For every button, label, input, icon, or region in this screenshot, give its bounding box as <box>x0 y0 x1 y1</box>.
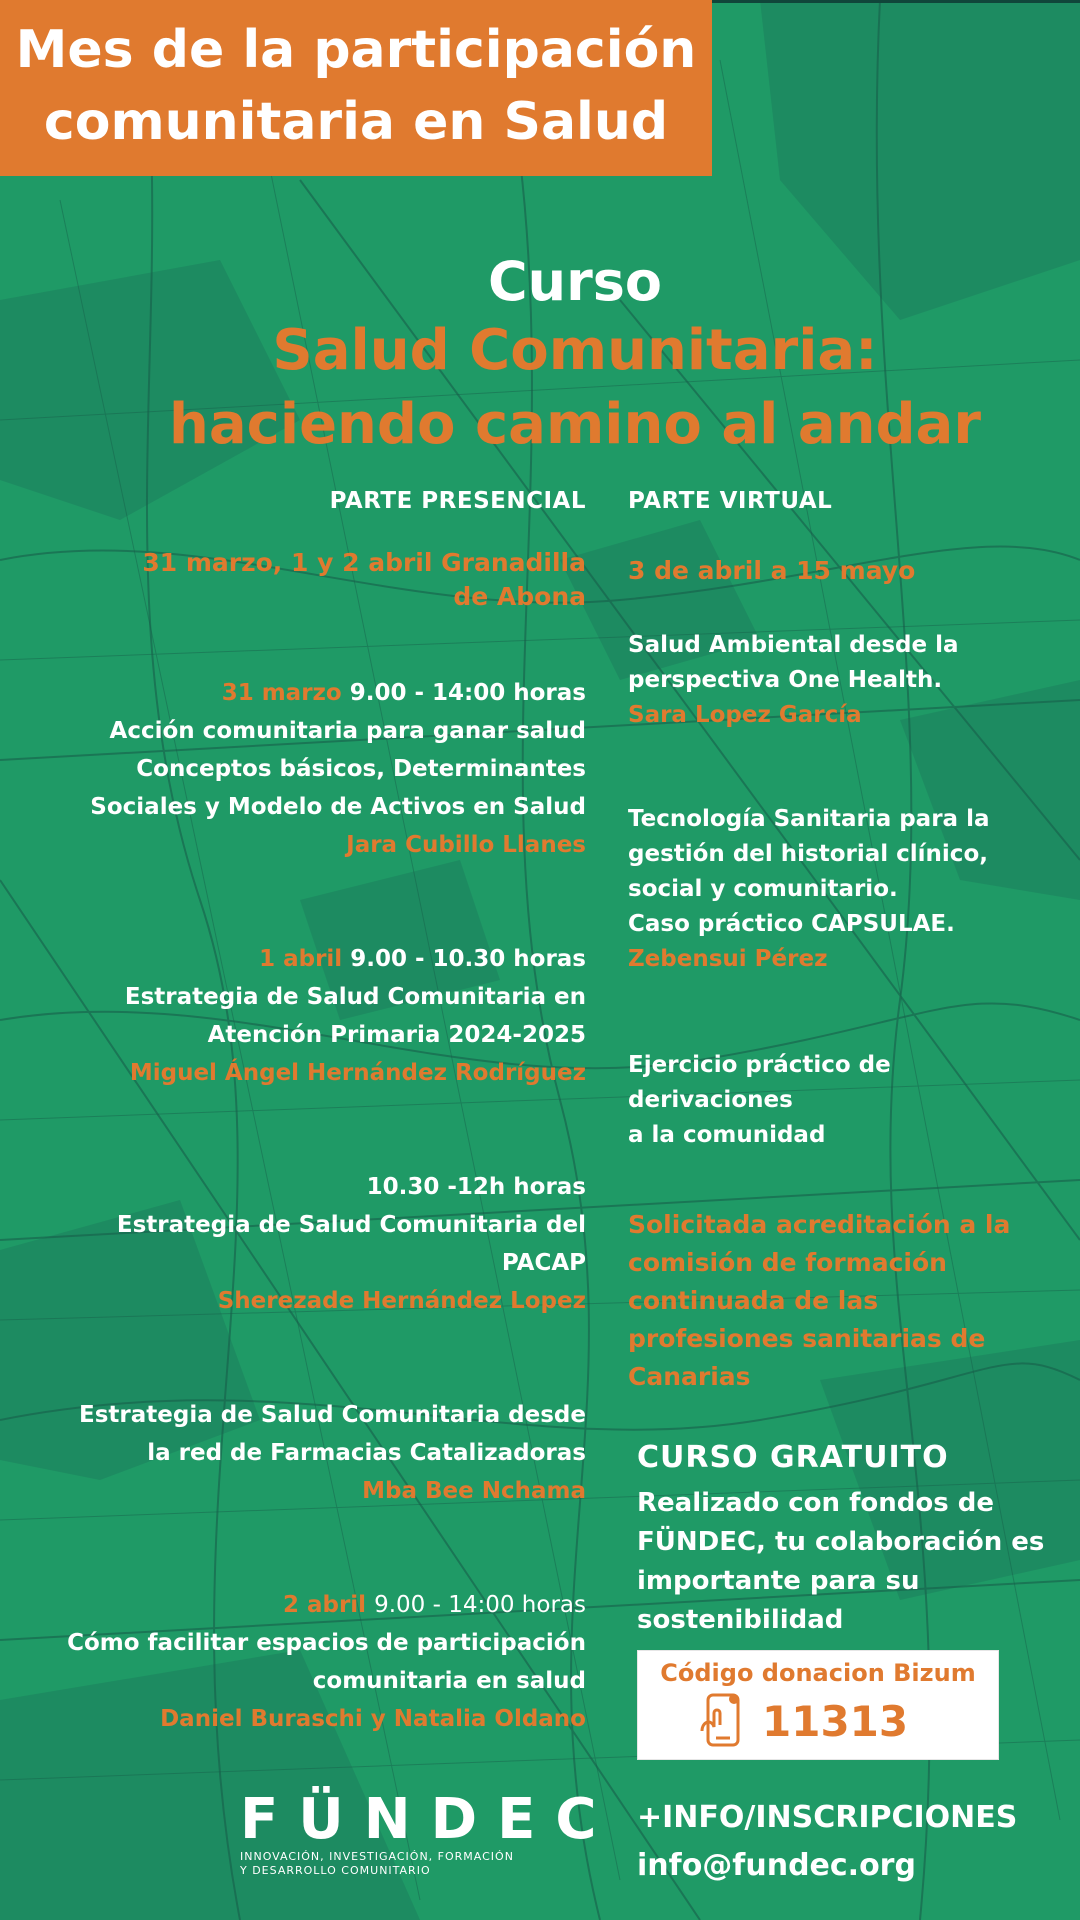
virtual-header: PARTE VIRTUAL <box>628 488 833 514</box>
course-title-line-2: haciendo camino al andar <box>169 392 981 457</box>
session-1-title-2: Conceptos básicos, Determinantes <box>136 756 586 782</box>
virtual-item-2-speaker: Zebensui Pérez <box>628 946 828 972</box>
session-2-title-2: Atención Primaria 2024-2025 <box>207 1022 586 1048</box>
session-5-speaker: Daniel Buraschi y Natalia Oldano <box>160 1706 586 1732</box>
funding-line-1: Realizado con fondos de <box>637 1488 994 1518</box>
virtual-item-1-line-2: perspectiva One Health. <box>628 667 943 693</box>
virtual-item-2-line-1: Tecnología Sanitaria para la <box>628 806 990 832</box>
banner-line-2: comunitaria en Salud <box>43 92 669 152</box>
virtual-item-3-line-1: Ejercicio práctico de derivaciones <box>628 1052 891 1113</box>
session-3-title-2: PACAP <box>501 1250 586 1276</box>
session-3-speaker: Sherezade Hernández Lopez <box>217 1288 586 1314</box>
session-5-day: 2 abril <box>282 1592 375 1618</box>
session-1-time: 9.00 - 14:00 horas <box>349 680 586 706</box>
banner-line-1: Mes de la participación <box>15 20 697 80</box>
session-2-time: 9.00 - 10.30 horas <box>350 946 586 972</box>
presencial-header: PARTE PRESENCIAL <box>329 488 586 514</box>
virtual-item-2-line-2: gestión del historial clínico, <box>628 841 988 867</box>
course-title-line-1: Salud Comunitaria: <box>272 318 878 383</box>
header-banner <box>0 0 712 176</box>
virtual-item-1 <box>628 628 1058 733</box>
funding-line-2: FÜNDEC, tu colaboración es <box>637 1527 1045 1557</box>
bizum-label: Código donacion Bizum <box>660 1659 976 1687</box>
session-3-title-1: Estrategia de Salud Comunitaria del <box>116 1212 586 1238</box>
virtual-item-2-line-4: Caso práctico CAPSULAE. <box>628 911 955 937</box>
virtual-item-3-line-2: a la comunidad <box>628 1122 826 1148</box>
virtual-item-1-speaker: Sara Lopez García <box>628 702 862 728</box>
logo-wordmark: FÜNDEC <box>240 1787 617 1852</box>
virtual-item-2-line-3: social y comunitario. <box>628 876 898 902</box>
session-4-title-2: la red de Farmacias Catalizadoras <box>147 1440 586 1466</box>
course-label: Curso <box>488 250 662 313</box>
accreditation-line-4: profesiones sanitarias de <box>628 1324 986 1353</box>
free-course-label: CURSO GRATUITO <box>637 1440 949 1475</box>
accreditation-line-2: comisión de formación <box>628 1248 947 1277</box>
session-5-time: 9.00 - 14:00 horas <box>374 1592 586 1618</box>
virtual-item-2 <box>628 802 1058 977</box>
session-2 <box>26 940 586 1092</box>
info-label: +INFO/INSCRIPCIONES <box>637 1800 1018 1835</box>
session-4-speaker: Mba Bee Nchama <box>362 1478 586 1504</box>
presencial-dates: 31 marzo, 1 y 2 abril Granadilla de Abona <box>142 548 586 611</box>
session-4-title-1: Estrategia de Salud Comunitaria desde <box>79 1402 586 1428</box>
accreditation-line-1: Solicitada acreditación a la <box>628 1210 1011 1239</box>
logo-tagline-2: Y DESARROLLO COMUNITARIO <box>240 1864 431 1877</box>
session-5-title-1: Cómo facilitar espacios de participación <box>67 1630 586 1656</box>
session-2-day: 1 abril <box>259 946 351 972</box>
funding-note <box>637 1484 1067 1640</box>
session-2-speaker: Miguel Ángel Hernández Rodríguez <box>129 1060 586 1086</box>
session-4 <box>26 1396 586 1510</box>
fundec-logo <box>240 1787 617 1878</box>
funding-line-3: importante para su <box>637 1566 920 1596</box>
bizum-donation-box <box>637 1650 999 1760</box>
funding-line-4: sostenibilidad <box>637 1605 844 1635</box>
session-3-time: 10.30 -12h horas <box>366 1174 586 1200</box>
session-3 <box>26 1168 586 1320</box>
session-5 <box>26 1586 586 1738</box>
session-1 <box>26 674 586 864</box>
accreditation-note <box>628 1206 1058 1396</box>
accreditation-line-5: Canarias <box>628 1362 751 1391</box>
virtual-dates: 3 de abril a 15 mayo <box>628 556 916 585</box>
logo-tagline-1: INNOVACIÓN, INVESTIGACIÓN, FORMACIÓN <box>240 1850 514 1863</box>
session-1-day: 31 marzo <box>221 680 350 706</box>
session-2-title-1: Estrategia de Salud Comunitaria en <box>124 984 586 1010</box>
session-1-title-3: Sociales y Modelo de Activos en Salud <box>90 794 586 820</box>
bizum-code: 11313 <box>762 1697 909 1746</box>
phone-tap-icon <box>698 1691 746 1753</box>
accreditation-line-3: continuada de las <box>628 1286 879 1315</box>
session-1-title-1: Acción comunitaria para ganar salud <box>109 718 586 744</box>
virtual-item-3 <box>628 1048 1058 1153</box>
virtual-item-1-line-1: Salud Ambiental desde la <box>628 632 959 658</box>
session-1-speaker: Jara Cubillo Llanes <box>346 832 586 858</box>
session-5-title-2: comunitaria en salud <box>312 1668 586 1694</box>
contact-email[interactable]: info@fundec.org <box>637 1848 916 1883</box>
